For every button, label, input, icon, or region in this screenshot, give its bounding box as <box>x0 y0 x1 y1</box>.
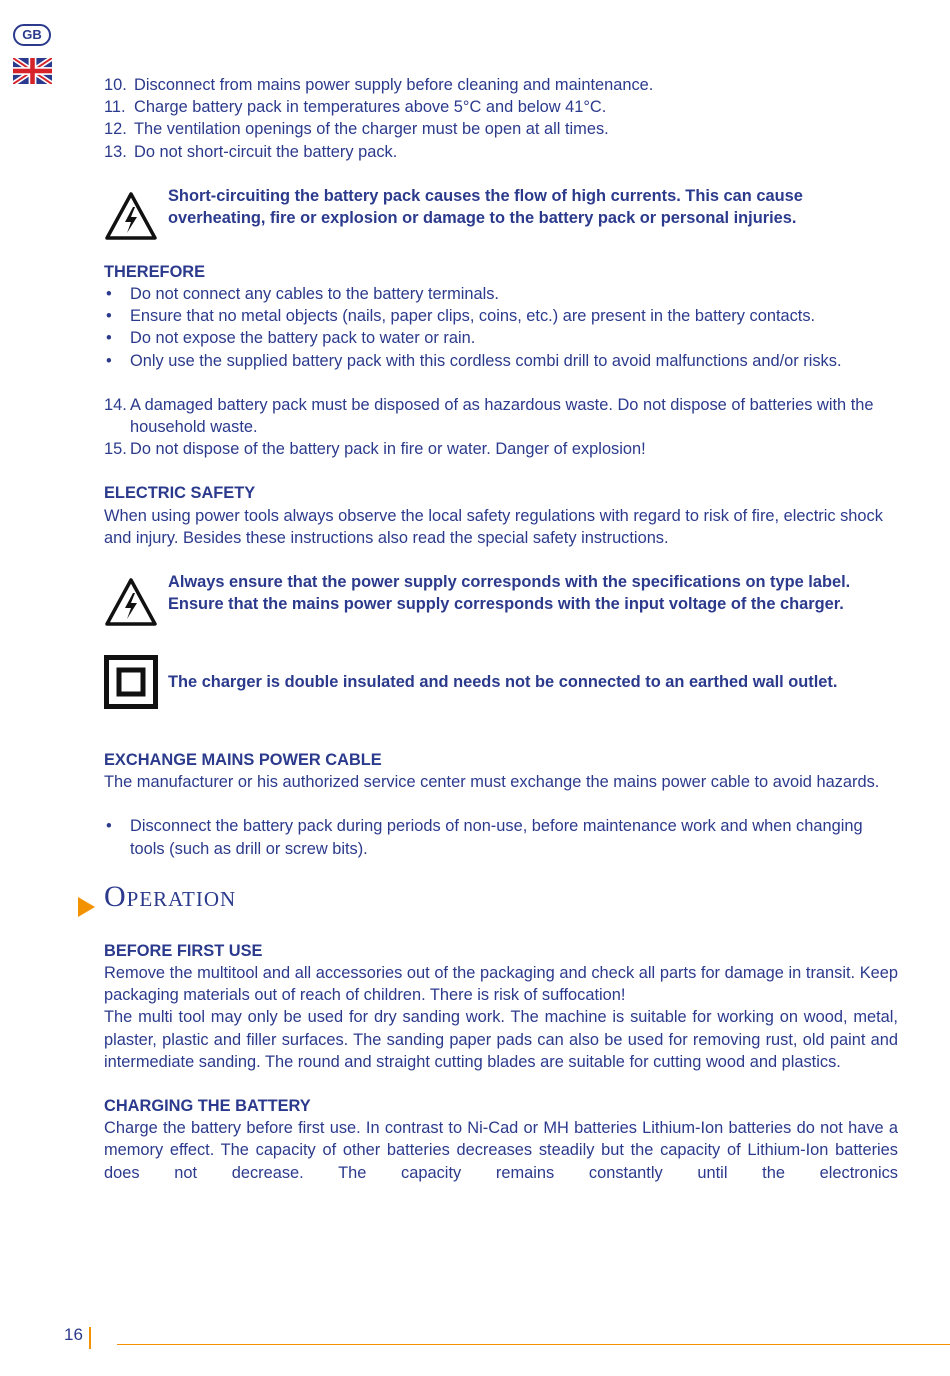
bullet-item: • Only use the supplied battery pack with this cordless combi drill to avoid malfunctions and/or risks. <box>104 350 898 372</box>
bullet-item: • Do not expose the battery pack to water or rain. <box>104 327 898 349</box>
list-item <box>104 74 898 96</box>
warning-line: Short-circuiting the battery pack causes the flow of high currents. This can cause <box>168 186 803 205</box>
short-circuit-warning <box>104 185 898 249</box>
safety-list-1 <box>104 74 898 163</box>
bullet-item: • Ensure that no metal objects (nails, paper clips, coins, etc.) are present in the battery contacts. <box>104 305 898 327</box>
high-voltage-warning-icon <box>104 577 158 627</box>
section-heading: ELECTRIC SAFETY <box>104 484 256 503</box>
double-insulation-icon <box>104 655 158 709</box>
section-heading: CHARGING THE BATTERY <box>104 1097 311 1116</box>
list-item <box>104 394 898 438</box>
item-text: The ventilation openings of the charger must be open at all times. <box>134 120 609 139</box>
section-body: When using power tools always observe the local safety regulations with regard to risk of fire, electric shock and injury. Besides these instructions also read the special safety instructions. <box>104 506 883 547</box>
double-insulation-note <box>104 655 898 711</box>
section-body: The manufacturer or his authorized service center must exchange the mains power cable to avoid hazards. <box>104 773 880 792</box>
therefore-list <box>104 283 898 372</box>
uk-flag-icon <box>13 58 52 84</box>
item-number: 10. <box>104 76 127 94</box>
item-number: 15. <box>104 440 127 459</box>
item-text: Charge battery pack in temperatures above 5°C and below 41°C. <box>134 98 607 117</box>
section-body: The multi tool may only be used for dry sanding work. The machine is suitable for working on wood, metal, plaster, plastic and filler surfaces. The sanding paper pads can also be used for removing rust, old paint and intermediate sanding. The round and straight cutting blades are suitable for cutting wood and plastics. <box>104 1008 898 1071</box>
page-number-divider <box>89 1327 91 1349</box>
section-heading: THEREFORE <box>104 262 206 281</box>
warning-line: Ensure that the mains power supply corresponds with the input voltage of the charger. <box>168 595 844 614</box>
section-marker-icon <box>78 897 95 917</box>
language-badge: GB <box>13 24 51 46</box>
section-heading: EXCHANGE MAINS POWER CABLE <box>104 751 382 770</box>
item-text: Disconnect from mains power supply before cleaning and maintenance. <box>134 76 654 94</box>
content-column <box>104 74 898 1184</box>
note-text: The charger is double insulated and needs not be connected to an earthed wall outlet. <box>168 673 838 692</box>
warning-line: Always ensure that the power supply corresponds with the specifications on type label. <box>168 573 851 592</box>
section-heading: BEFORE FIRST USE <box>104 941 263 960</box>
high-voltage-warning-icon <box>104 191 158 241</box>
bullet-item: • Disconnect the battery pack during periods of non-use, before maintenance work and when changing tools (such as drill or screw bits). <box>104 815 898 859</box>
footer-rule <box>117 1344 950 1345</box>
maintenance-list <box>104 815 898 859</box>
power-supply-warning <box>104 571 898 635</box>
section-body: Charge the battery before first use. In contrast to Ni-Cad or MH batteries Lithium-Ion batteries do not have a memory effect. The capacity of other batteries decreases steadily but the capacity of Lithium-Ion batteries does not decrease. The capacity remains constantly until the electronics <box>104 1119 898 1182</box>
section-title: Operation <box>104 879 237 913</box>
item-text: A damaged battery pack must be disposed of as hazardous waste. Do not dispose of batteries with the household waste. <box>130 395 874 437</box>
item-number: 13. <box>104 142 127 161</box>
section-body: Remove the multitool and all accessories out of the packaging and check all parts for damage in transit. Keep packaging materials out of reach of children. There is risk of suffocation! <box>104 964 898 1005</box>
item-text: Do not dispose of the battery pack in fire or water. Danger of explosion! <box>130 440 646 459</box>
list-item <box>104 118 898 140</box>
list-item <box>104 96 898 118</box>
bullet-item: • Do not connect any cables to the battery terminals. <box>104 283 898 305</box>
item-number: 12. <box>104 120 127 139</box>
item-number: 14. <box>104 395 127 414</box>
operation-title <box>104 879 898 926</box>
list-item <box>104 438 898 460</box>
page-number: 16 <box>64 1325 83 1344</box>
warning-line: overheating, fire or explosion or damage to the battery pack or personal injuries. <box>168 209 797 228</box>
safety-list-2 <box>104 394 898 461</box>
item-number: 11. <box>104 98 126 117</box>
list-item <box>104 141 898 163</box>
item-text: Do not short-circuit the battery pack. <box>134 142 398 161</box>
